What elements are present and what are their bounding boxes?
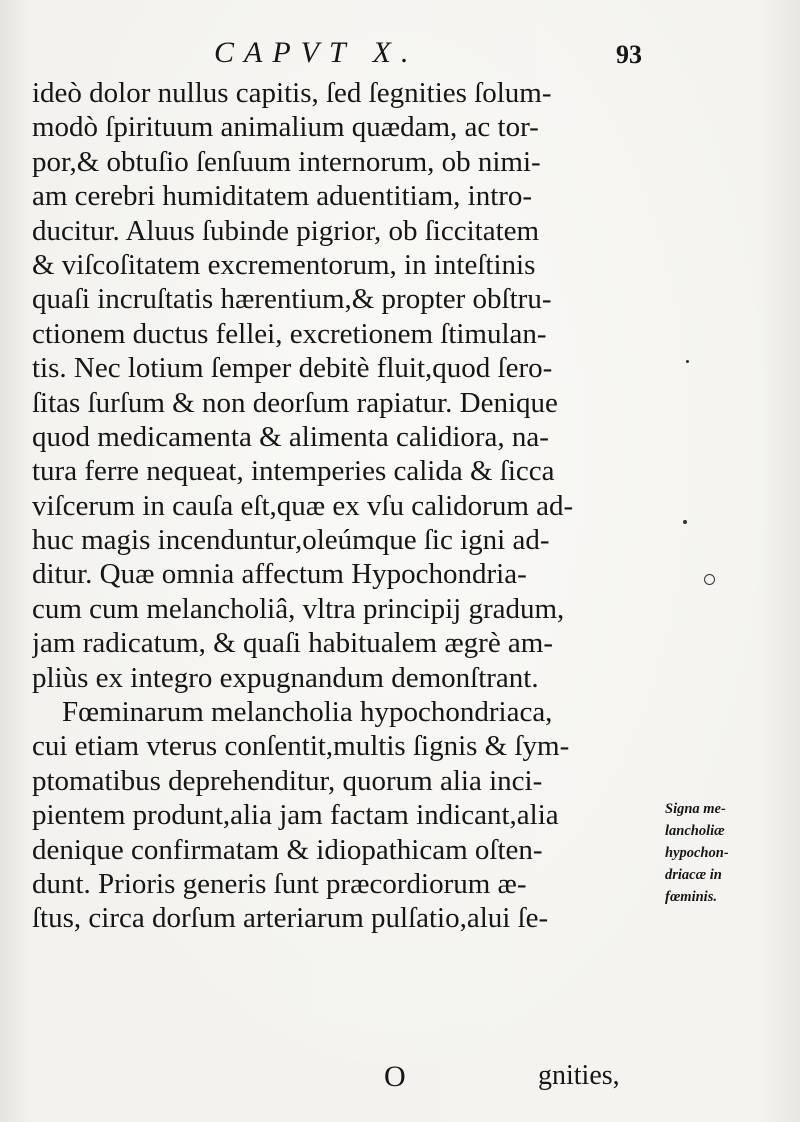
text-line: pientem produnt,alia jam factam indicant,alia — [32, 799, 559, 832]
text-line: ditur. Quæ omnia affectum Hypochondria- — [32, 558, 527, 591]
page-header — [0, 34, 800, 74]
text-line: quaſi incruſtatis hærentium,& propter obſtru- — [32, 283, 552, 316]
margin-note-line: lancholiæ — [665, 823, 725, 839]
margin-note — [665, 798, 795, 908]
margin-note-line: Signa me- — [665, 801, 726, 817]
text-line: viſcerum in cauſa eſt,quæ ex vſu calidorum ad- — [32, 489, 574, 522]
ink-blemish-ring — [704, 574, 715, 585]
text-line: ſtus, circa dorſum arteriarum pulſatio,alui ſe- — [32, 902, 549, 935]
text-line: tis. Nec lotium ſemper debitè fluit,quod ſero- — [32, 352, 553, 385]
paragraph-start-line: Fœminarum melancholia hypochondriaca, — [62, 696, 553, 729]
text-line: huc magis incenduntur,oleúmque ſic igni ad- — [32, 524, 550, 557]
text-line: por,& obtuſio ſenſuum internorum, ob nimi- — [32, 145, 541, 178]
ink-speck — [686, 360, 689, 363]
text-line: jam radicatum, & quaſi habitualem ægrè am- — [32, 627, 554, 660]
text-line: & viſcoſitatem excrementorum, in inteſtinis — [32, 248, 536, 281]
text-line: am cerebri humiditatem aduentitiam, intro- — [32, 180, 533, 213]
text-line: ideò dolor nullus capitis, ſed ſegnities ſolum- — [32, 77, 552, 109]
margin-note-line: hypochon- — [665, 845, 729, 861]
text-line: ſitas ſurſum & non deorſum rapiatur. Denique — [32, 386, 558, 419]
text-line: cum cum melancholiâ, vltra principij gradum, — [32, 592, 565, 625]
margin-note-line: driacæ in — [665, 867, 722, 883]
text-line: modò ſpirituum animalium quædam, ac tor- — [32, 111, 539, 144]
page-number: 93 — [616, 40, 642, 69]
text-line: pliùs ex integro expugnandum demonſtrant. — [32, 661, 539, 694]
text-line: dunt. Prioris generis ſunt præcordiorum æ- — [32, 867, 527, 900]
catchword: gnities, — [538, 1060, 620, 1091]
text-line: denique confirmatam & idiopathicam oſten- — [32, 833, 543, 866]
ink-speck — [683, 520, 687, 524]
text-line: ctionem ductus fellei, excretionem ſtimulan- — [32, 317, 547, 350]
margin-note-line: fœminis. — [665, 889, 717, 905]
text-line: quod medicamenta & alimenta calidiora, na- — [32, 420, 549, 453]
text-line: ducitur. Aluus ſubinde pigrior, ob ſiccitatem — [32, 214, 540, 247]
text-line: tura ferre nequeat, intemperies calida & ſicca — [32, 455, 555, 488]
signature-mark: O — [384, 1060, 406, 1093]
text-line: cui etiam vterus conſentit,multis ſignis & ſym- — [32, 730, 570, 763]
body-text — [32, 76, 672, 936]
text-line: ptomatibus deprehenditur, quorum alia inci- — [32, 764, 543, 797]
running-title: CAPVT X. — [214, 36, 419, 69]
